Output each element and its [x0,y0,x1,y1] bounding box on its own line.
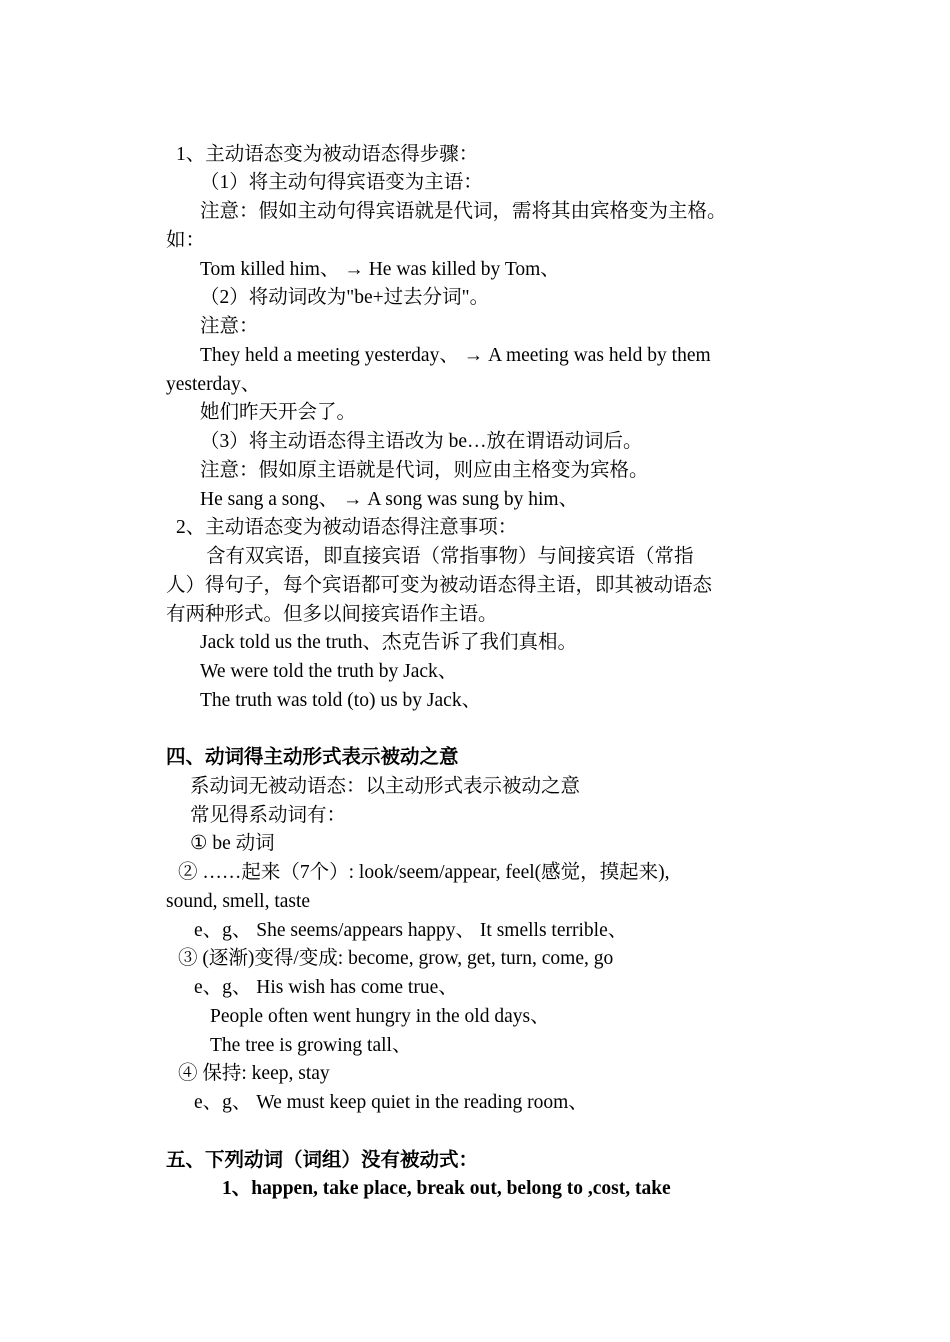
step2-heading: 2、主动语态变为被动语态得注意事项： [176,517,518,538]
linking-verb-item-1: ① be 动词 [190,833,275,854]
note3: 注意：假如原主语就是代词，则应由主格变为宾格。 [200,460,649,481]
section4-heading: 四、动词得主动形式表示被动之意 [166,747,459,768]
note1-line2: 如： [166,230,206,251]
note2: 注意： [200,316,259,337]
linking-verb-item-2: ② ……起来（7个）: look/seem/appear, feel(感觉，摸起来), [178,862,670,883]
example2-line1: They held a meeting yesterday、 → A meeting was held by them [200,345,711,366]
section4-line1: 系动词无被动语态：以主动形式表示被动之意 [190,776,581,797]
step1-heading: 1、主动语态变为被动语态得步骤： [176,144,479,165]
linking-verb-item-3: ③ (逐渐)变得/变成: become, grow, get, turn, come, go [178,948,614,969]
step1-sub1: （1）将主动句得宾语变为主语： [200,172,483,193]
example2-line2: yesterday、 [166,374,261,395]
section4-line2: 常见得系动词有： [190,805,347,826]
linking-verb-item-2-example: e、g、 She seems/appears happy、 It smells terrible、 [194,920,628,941]
linking-verb-item-3-example-2: People often went hungry in the old days、 [210,1006,550,1027]
step2-line2: 人）得句子，每个宾语都可变为被动语态得主语，即其被动语态 [166,575,713,596]
example2-cn: 她们昨天开会了。 [200,402,357,423]
linking-verb-item-3-example-1: e、g、 His wish has come true、 [194,977,458,998]
note1-line1: 注意：假如主动句得宾语就是代词，需将其由宾格变为主格。 [200,201,727,222]
linking-verb-item-4: ④ 保持: keep, stay [178,1063,330,1084]
section5-heading: 五、下列动词（词组）没有被动式： [166,1150,479,1171]
linking-verb-item-3-example-3: The tree is growing tall、 [210,1035,412,1056]
linking-verb-item-4-example: e、g、 We must keep quiet in the reading room、 [194,1092,588,1113]
step1-sub3: （3）将主动语态得主语改为 be…放在谓语动词后。 [200,431,643,452]
example3: He sang a song、 → A song was sung by him、 [200,489,579,510]
example4-line1: Jack told us the truth、杰克告诉了我们真相。 [200,632,577,653]
example4-line3: The truth was told (to) us by Jack、 [200,690,482,711]
example4-line2: We were told the truth by Jack、 [200,661,458,682]
step1-sub2: （2）将动词改为"be+过去分词"。 [200,287,490,308]
example1: Tom killed him、 → He was killed by Tom、 [200,259,560,280]
step2-line3: 有两种形式。但多以间接宾语作主语。 [166,604,498,625]
linking-verb-item-2-cont: sound, smell, taste [166,891,311,912]
step2-line1: 含有双宾语，即直接宾语（常指事物）与间接宾语（常指 [206,546,694,567]
section5-item-1: 1、happen, take place, break out, belong to ,cost, take [222,1178,671,1199]
